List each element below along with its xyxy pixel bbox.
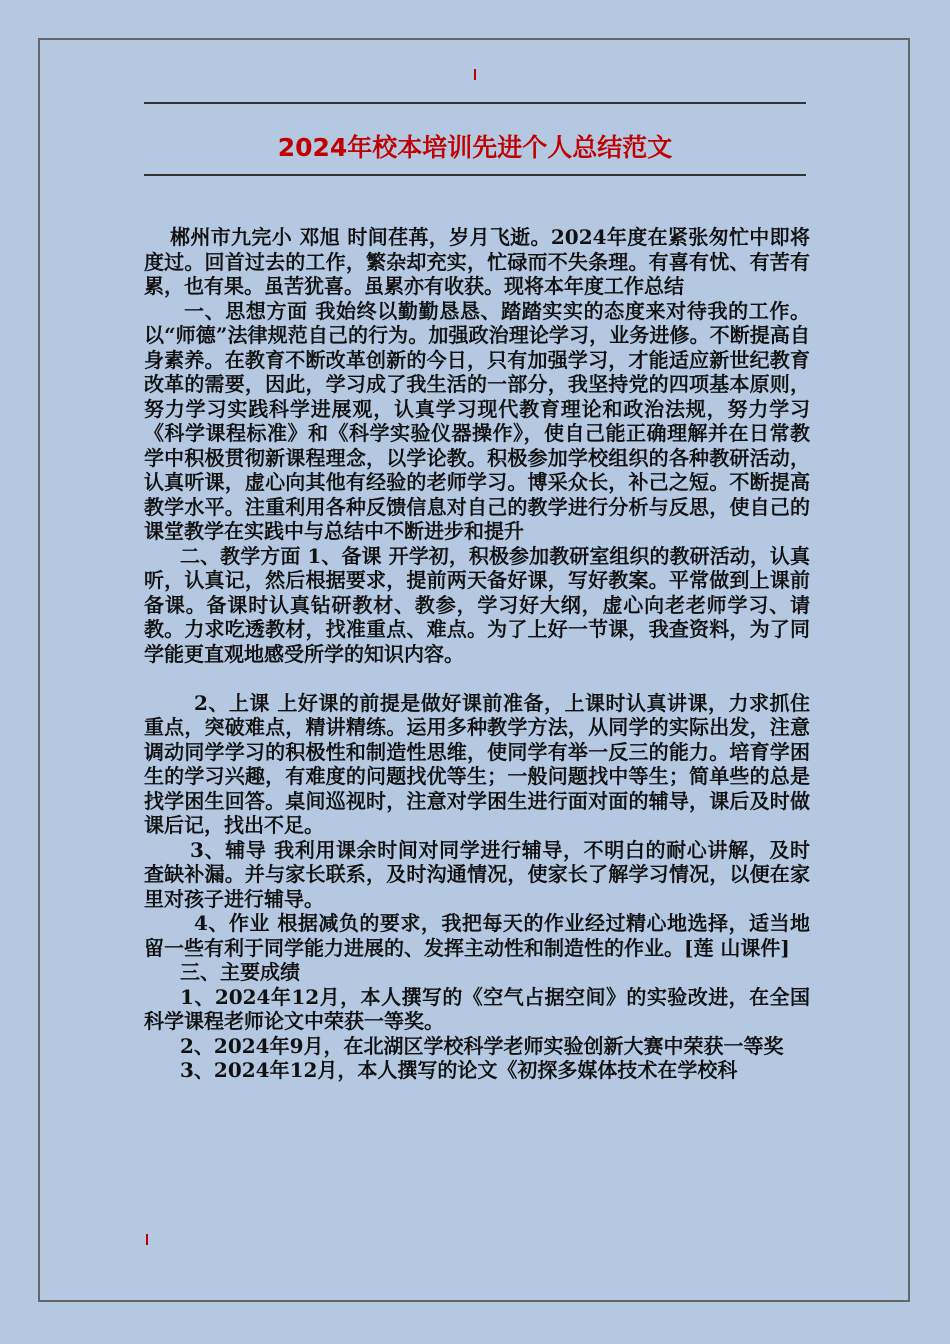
- document-body: [144, 225, 810, 1083]
- text-cursor-mark-top: [474, 69, 476, 80]
- achievement-item: 2、2024年9月，在北湖区学校科学老师实验创新大赛中荣获一等奖: [180, 1033, 784, 1058]
- header-rule-top: [144, 102, 806, 104]
- paragraph-intro: 郴州市九完小 邓旭 时间荏苒，岁月飞逝。2024年度在紧张匆忙中即将度过。回首过去的工作，繁杂却充实，忙碌而不失条理。有喜有忧、有苦有累，也有果。虽苦犹喜。虽累亦有收获。现将本年度工作总结: [144, 225, 810, 298]
- paragraph-teaching-class: 2、上课 上好课的前提是做好课前准备，上课时认真讲课，力求抓住重点，突破难点，精讲精练。运用多种教学方法，从同学的实际出发，注意调动同学学习的积极性和制造性思维，使同学有举一反三的能力。培育学困生的学习兴趣，有难度的问题找优等生；一般问题找中等生；简单些的总是找学困生回答。桌间巡视时，注意对学困生进行面对面的辅导，课后及时做课后记，找出不足。: [144, 690, 810, 837]
- document-title: 2024年校本培训先进个人总结范文: [277, 133, 673, 162]
- paragraph-achievements-heading: 三、主要成绩: [180, 960, 300, 984]
- paragraph-homework: 4、作业 根据减负的要求，我把每天的作业经过精心地选择，适当地留一些有利于同学能力进展的、发挥主动性和制造性的作业。[莲 山课件]: [144, 911, 810, 960]
- achievement-item: 3、2024年12月，本人撰写的论文《初探多媒体技术在学校科: [180, 1058, 738, 1082]
- paragraph-thought: 一、思想方面 我始终以勤勤恳恳、踏踏实实的态度来对待我的工作。以“师德”法律规范自己的行为。加强政治理论学习，业务进修。不断提高自身素养。在教育不断改革创新的今日，只有加强学习，才能适应新世纪教育改革的需要，因此，学习成了我生活的一部分，我坚持党的四项基本原则，努力学习实践科学进展观，认真学习现代教育理论和政治法规，努力学习《科学课程标准》和《科学实验仪器操作》，使自己能正确理解并在日常教学中积极贯彻新课程理念，以学论教。积极参加学校组织的各种教研活动，认真听课，虚心向其他有经验的老师学习。博采众长，补己之短。不断提高教学水平。注重利用各种反馈信息对自己的教学进行分析与反思，使自己的课堂教学在实践中与总结中不断进步和提升: [144, 298, 810, 543]
- header-rule-bottom: [144, 174, 806, 176]
- paragraph-teaching-prep: 二、教学方面 1、备课 开学初，积极参加教研室组织的教研活动，认真听，认真记，然后根据要求，提前两天备好课，写好教案。平常做到上课前备课。备课时认真钻研教材、教参，学习好大纲，虚心向老老师学习、请教。力求吃透教材，找准重点、难点。为了上好一节课，我查资料，为了同学能更直观地感受所学的知识内容。: [144, 543, 810, 666]
- achievement-item: 1、2024年12月，本人撰写的《空气占据空间》的实验改进，在全国科学课程老师论文中荣获一等奖。: [144, 984, 810, 1033]
- text-cursor-mark-bottom: [146, 1234, 148, 1245]
- paragraph-tutoring: 3、辅导 我利用课余时间对同学进行辅导，不明白的耐心讲解，及时查缺补漏。并与家长联系，及时沟通情况，使家长了解学习情况，以便在家里对孩子进行辅导。: [144, 837, 810, 911]
